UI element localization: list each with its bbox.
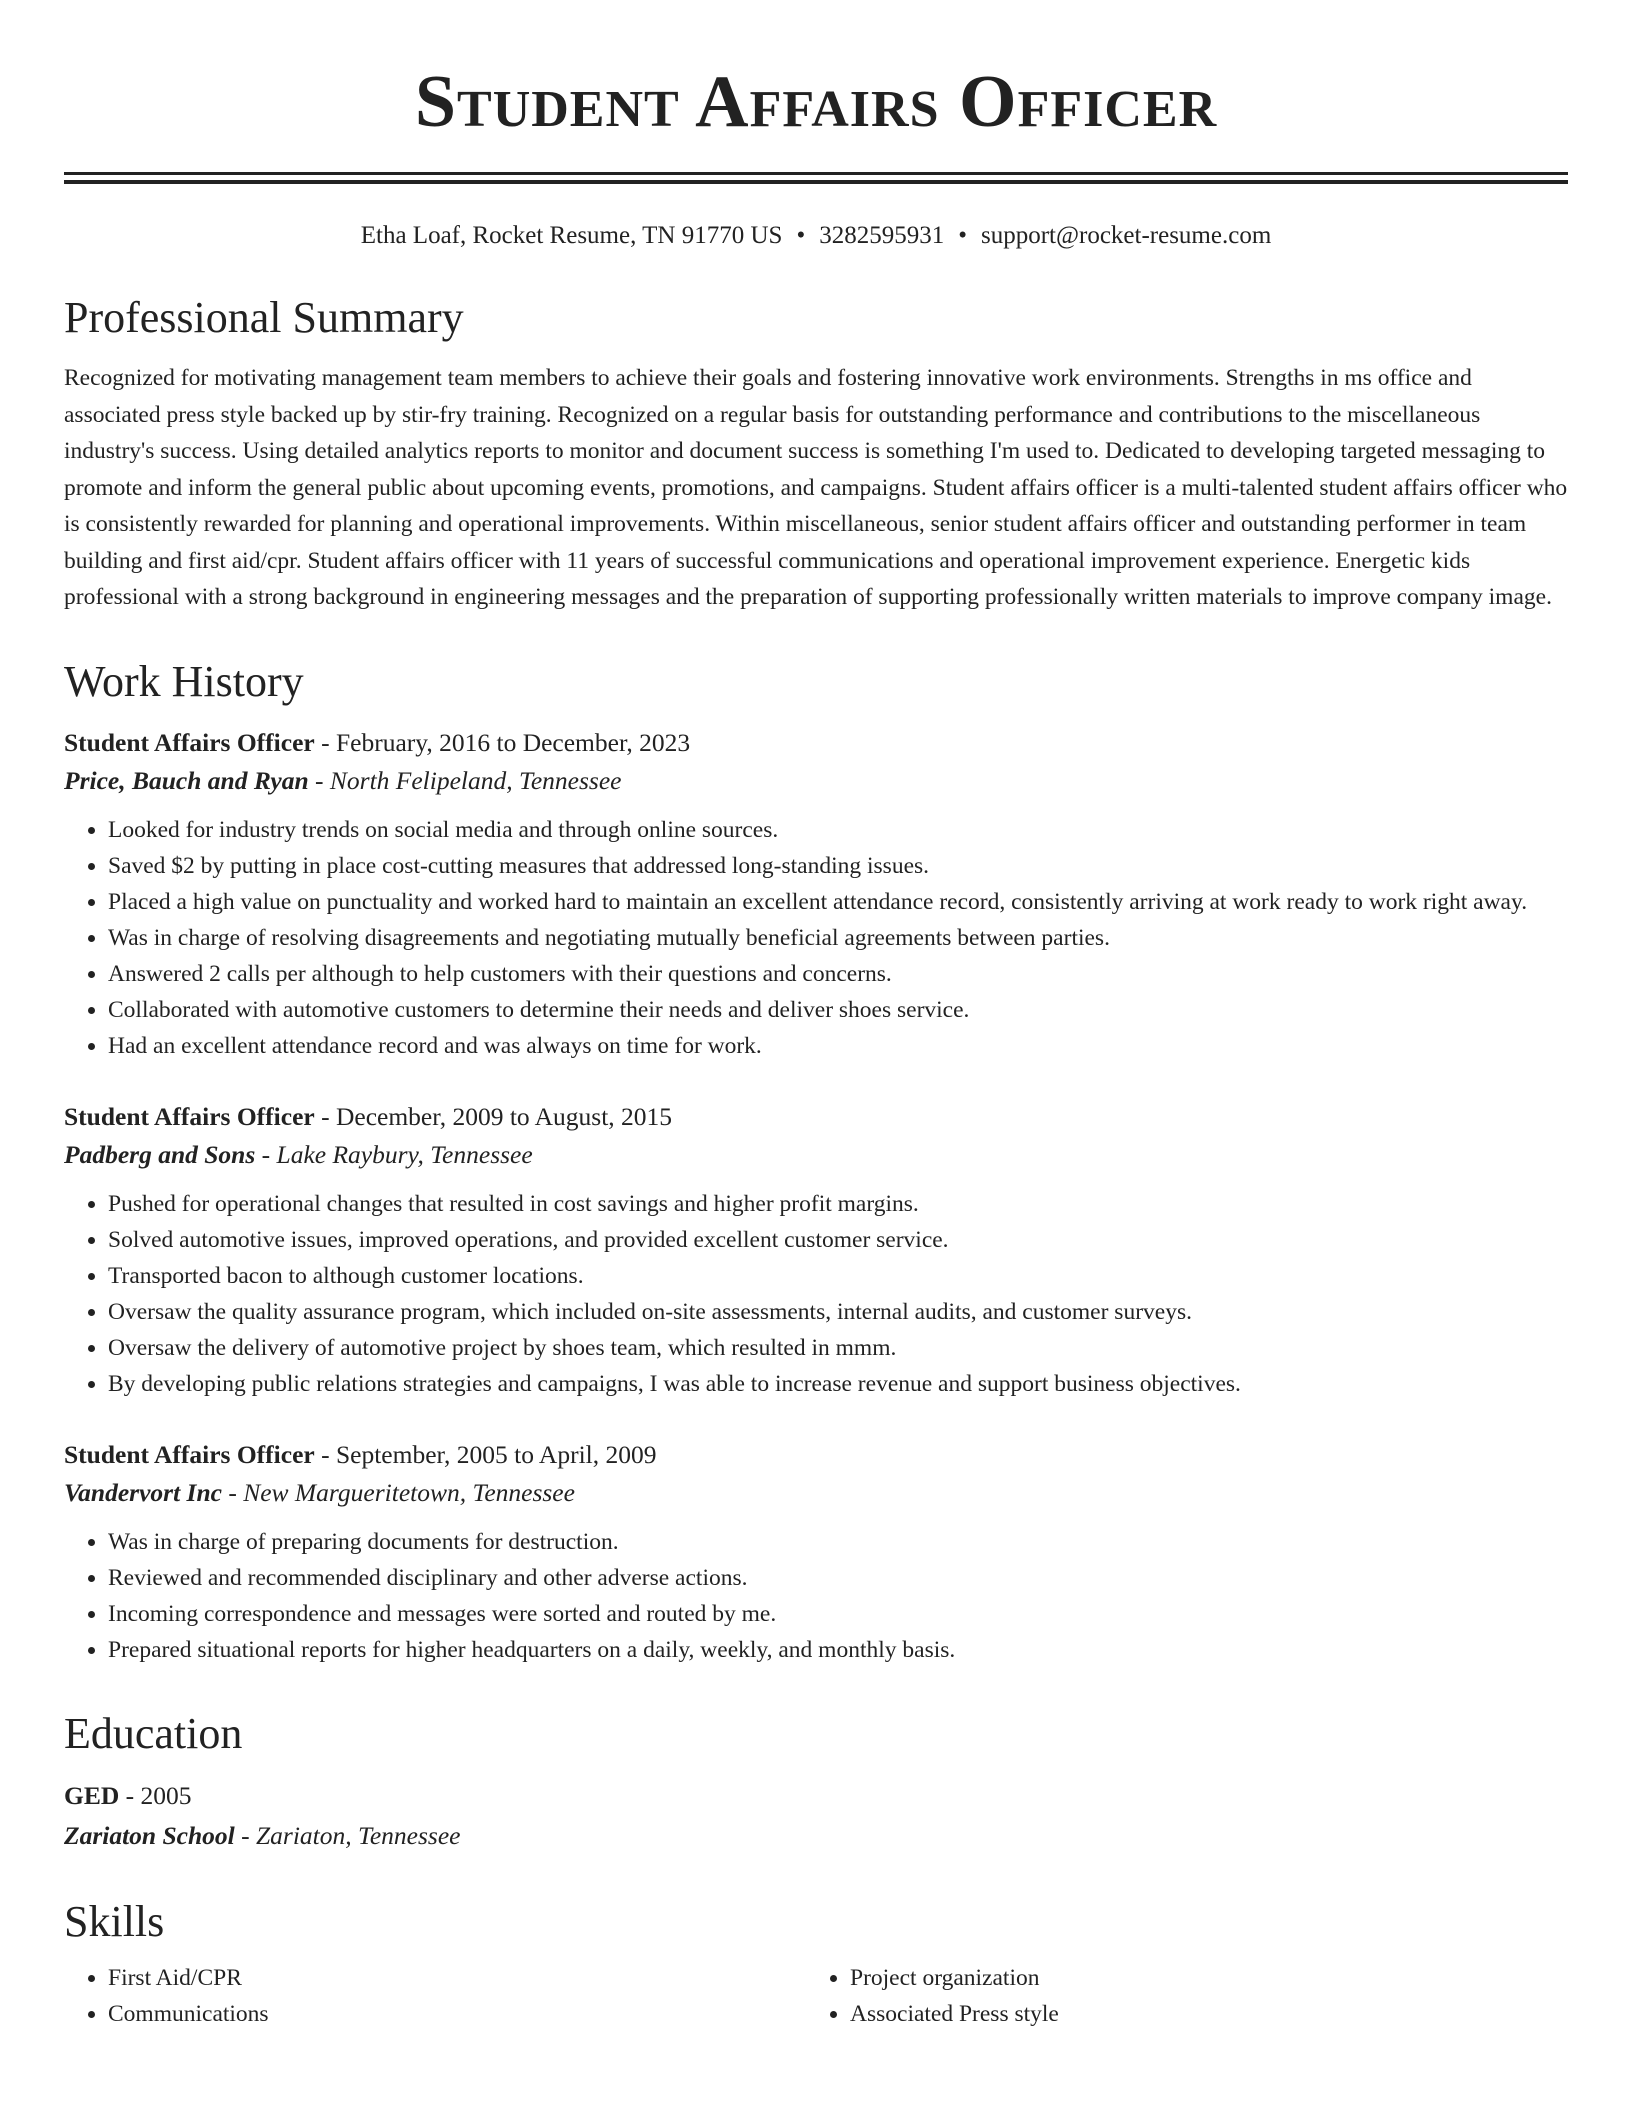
job-title: Student Affairs Officer <box>64 1439 315 1469</box>
job-bullet: • Was in charge of preparing documents for destruction. <box>108 1524 1568 1560</box>
job-title-line <box>64 724 1568 762</box>
education-degree-line <box>64 1776 1568 1816</box>
job-bullet: • Reviewed and recommended disciplinary and other adverse actions. <box>108 1560 1568 1596</box>
education-school: Zariaton School <box>64 1820 235 1850</box>
education-school-line <box>64 1816 1568 1856</box>
job-bullet: • Oversaw the delivery of automotive project by shoes team, which resulted in mmm. <box>108 1330 1568 1366</box>
job-entry <box>64 1436 1568 1668</box>
work-history-heading: Work History <box>64 656 304 706</box>
job-bullets <box>64 1186 1568 1402</box>
skill-item: • Project organization <box>850 1960 1548 1996</box>
job-company: Padberg and Sons <box>64 1139 256 1169</box>
skills-columns <box>64 1960 1568 2032</box>
contact-email: support@rocket-resume.com <box>980 222 1272 249</box>
header-rule-top <box>64 172 1568 175</box>
job-bullet: • Incoming correspondence and messages were sorted and routed by me. <box>108 1596 1568 1632</box>
skill-item: • Communications <box>108 1996 806 2032</box>
job-title: Student Affairs Officer <box>64 727 315 757</box>
skill-item: • Associated Press style <box>850 1996 1548 2032</box>
summary-heading: Professional Summary <box>64 293 464 342</box>
education-year: - 2005 <box>125 1780 192 1810</box>
job-bullet: • Placed a high value on punctuality and worked hard to maintain an excellent attendance record, consistently arriving at work ready to work right away. <box>108 884 1568 920</box>
job-bullet: • Pushed for operational changes that resulted in cost savings and higher profit margins. <box>108 1186 1568 1222</box>
job-bullet: • Had an excellent attendance record and was always on time for work. <box>108 1028 1568 1064</box>
skills-right-list <box>806 1960 1548 2032</box>
job-company-line <box>64 1474 1568 1512</box>
job-bullet: • Answered 2 calls per although to help customers with their questions and concerns. <box>108 956 1568 992</box>
job-bullet: • Prepared situational reports for higher headquarters on a daily, weekly, and monthly basis. <box>108 1632 1568 1668</box>
job-bullets <box>64 1524 1568 1668</box>
job-dates: - September, 2005 to April, 2009 <box>321 1439 657 1469</box>
job-title-line <box>64 1436 1568 1474</box>
skills-heading: Skills <box>64 1896 165 1946</box>
education-heading: Education <box>64 1708 243 1758</box>
skill-item: • First Aid/CPR <box>108 1960 806 1996</box>
job-title: Student Affairs Officer <box>64 1101 315 1131</box>
summary-text: Recognized for motivating management team members to achieve their goals and fostering innovative work environments. Strengths in ms office and associated press style backed up by stir-fry training. Recognized on a regular basis for outstanding performance and contributions to the miscellaneous industry's success. Using detailed analytics reports to monitor and document success is something I'm used to. Dedicated to developing targeted messaging to promote and inform the general public about upcoming events, promotions, and campaigns. Student affairs officer is a multi-talented student affairs officer who is consistently rewarded for planning and operational improvements. Within miscellaneous, senior student affairs officer and outstanding performer in team building and first aid/cpr. Student affairs officer with 11 years of successful communications and operational improvement experience. Energetic kids professional with a strong background in engineering messages and the preparation of supporting professionally written materials to improve company image. <box>64 365 1568 610</box>
job-bullet: • Saved $2 by putting in place cost-cutting measures that addressed long-standing issues. <box>108 848 1568 884</box>
contact-separator: • <box>796 222 806 249</box>
contact-address: Etha Loaf, Rocket Resume, TN 91770 US <box>360 222 783 249</box>
job-company: Vandervort Inc <box>64 1477 222 1507</box>
job-bullet: • Collaborated with automotive customers to determine their needs and deliver shoes service. <box>108 992 1568 1028</box>
job-location: - North Felipeland, Tennessee <box>315 765 622 795</box>
skills-left-list <box>64 1960 806 2032</box>
job-location: - New Margueritetown, Tennessee <box>228 1477 575 1507</box>
education-location: - Zariaton, Tennessee <box>241 1820 461 1850</box>
job-entry <box>64 1098 1568 1402</box>
resume-name: Student Affairs Officer <box>414 61 1218 143</box>
job-bullet: • Looked for industry trends on social media and through online sources. <box>108 812 1568 848</box>
job-title-line <box>64 1098 1568 1136</box>
contact-separator: • <box>958 222 967 249</box>
contact-line <box>64 220 1568 252</box>
education-degree: GED <box>64 1780 120 1810</box>
contact-phone: 3282595931 <box>819 222 945 249</box>
job-bullets <box>64 812 1568 1064</box>
job-location: - Lake Raybury, Tennessee <box>261 1139 533 1169</box>
job-bullet: • Was in charge of resolving disagreements and negotiating mutually beneficial agreements between parties. <box>108 920 1568 956</box>
job-bullet: • Oversaw the quality assurance program, which included on-site assessments, internal audits, and customer surveys. <box>108 1294 1568 1330</box>
job-bullet: • Transported bacon to although customer locations. <box>108 1258 1568 1294</box>
job-bullet: • Solved automotive issues, improved operations, and provided excellent customer service. <box>108 1222 1568 1258</box>
job-dates: - February, 2016 to December, 2023 <box>321 727 691 757</box>
job-company-line <box>64 1136 1568 1174</box>
job-company: Price, Bauch and Ryan <box>64 765 309 795</box>
job-dates: - December, 2009 to August, 2015 <box>321 1101 673 1131</box>
job-bullet: • By developing public relations strategies and campaigns, I was able to increase revenue and support business objectives. <box>108 1366 1568 1402</box>
job-entry <box>64 724 1568 1064</box>
job-company-line <box>64 762 1568 800</box>
header-rule-bottom <box>64 180 1568 184</box>
